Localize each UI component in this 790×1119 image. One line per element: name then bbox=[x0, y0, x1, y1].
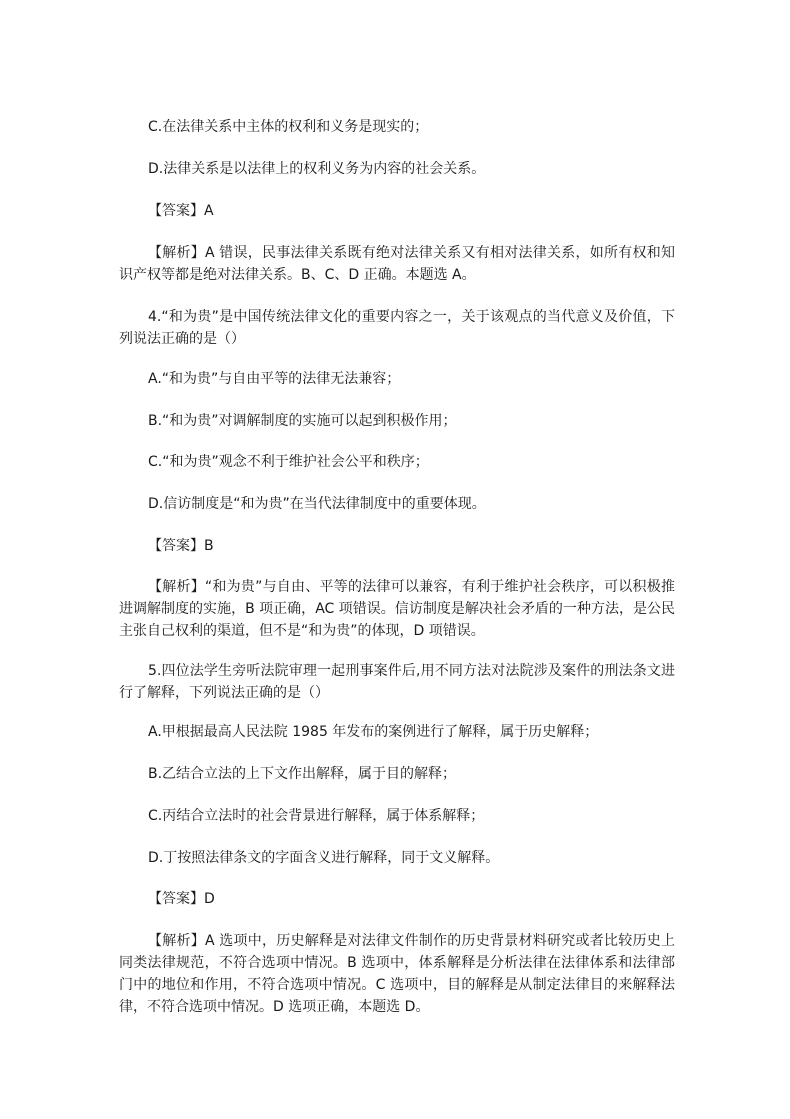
q5-option-b-line: B.乙结合立法的上下文作出解释，属于目的解释； bbox=[148, 766, 457, 782]
q5-option-a-line: A.甲根据最高人民法院 1985 年发布的案例进行了解释，属于历史解释； bbox=[148, 724, 599, 740]
q4-option-a-line: A.“和为贵”与自由平等的法律无法兼容； bbox=[148, 371, 401, 387]
q5-answer-line: 【答案】D bbox=[148, 891, 215, 907]
analysis-paragraph: 【解析】A 错误，民事法律关系既有绝对法律关系又有相对法律关系，如所有权和知识产权等都是绝对法律关系。B、C、D 正确。本题选 A。 bbox=[119, 245, 675, 283]
q4-option-c-line: C.“和为贵”观念不利于维护社会公平和秩序； bbox=[148, 454, 429, 470]
question-4-paragraph: 4.“和为贵”是中国传统法律文化的重要内容之一，关于该观点的当代意义及价值，下列说法正确的是（） bbox=[119, 309, 675, 347]
q5-analysis-paragraph: 【解析】A 选项中，历史解释是对法律文件制作的历史背景材料研究或者比较历史上同类法律规范，不符合选项中情况。B 选项中，体系解释是分析法律在法律体系和法律部门中的地位和作用，不符合选项中情况。C 选项中，目的解释是从制定法律目的来解释法律，不符合选项中情况。D 选项正确，本题选 D。 bbox=[119, 933, 675, 1015]
option-d-line: D.法律关系是以法律上的权利义务为内容的社会关系。 bbox=[148, 161, 486, 177]
answer-line: 【答案】A bbox=[148, 203, 214, 219]
option-c-line: C.在法律关系中主体的权利和义务是现实的； bbox=[148, 119, 429, 135]
q5-option-c-line: C.丙结合立法时的社会背景进行解释，属于体系解释； bbox=[148, 808, 485, 824]
q4-option-d-line: D.信访制度是“和为贵”在当代法律制度中的重要体现。 bbox=[148, 496, 486, 512]
q4-answer-line: 【答案】B bbox=[148, 538, 214, 554]
q4-analysis-paragraph: 【解析】“和为贵”与自由、平等的法律可以兼容，有利于维护社会秩序，可以积极推进调解制度的实施，B 项正确，AC 项错误。信访制度是解决社会矛盾的一种方法，是公民主张自己权利的渠道，但不是“和为贵”的体现，D 项错误。 bbox=[119, 579, 675, 639]
q5-option-d-line: D.丁按照法律条文的字面含义进行解释，同于文义解释。 bbox=[148, 850, 500, 866]
q4-option-b-line: B.“和为贵”对调解制度的实施可以起到积极作用； bbox=[148, 413, 457, 429]
question-5-paragraph: 5.四位法学生旁听法院审理一起刑事案件后,用不同方法对法院涉及案件的刑法条文进行了解释，下列说法正确的是（） bbox=[119, 663, 675, 701]
